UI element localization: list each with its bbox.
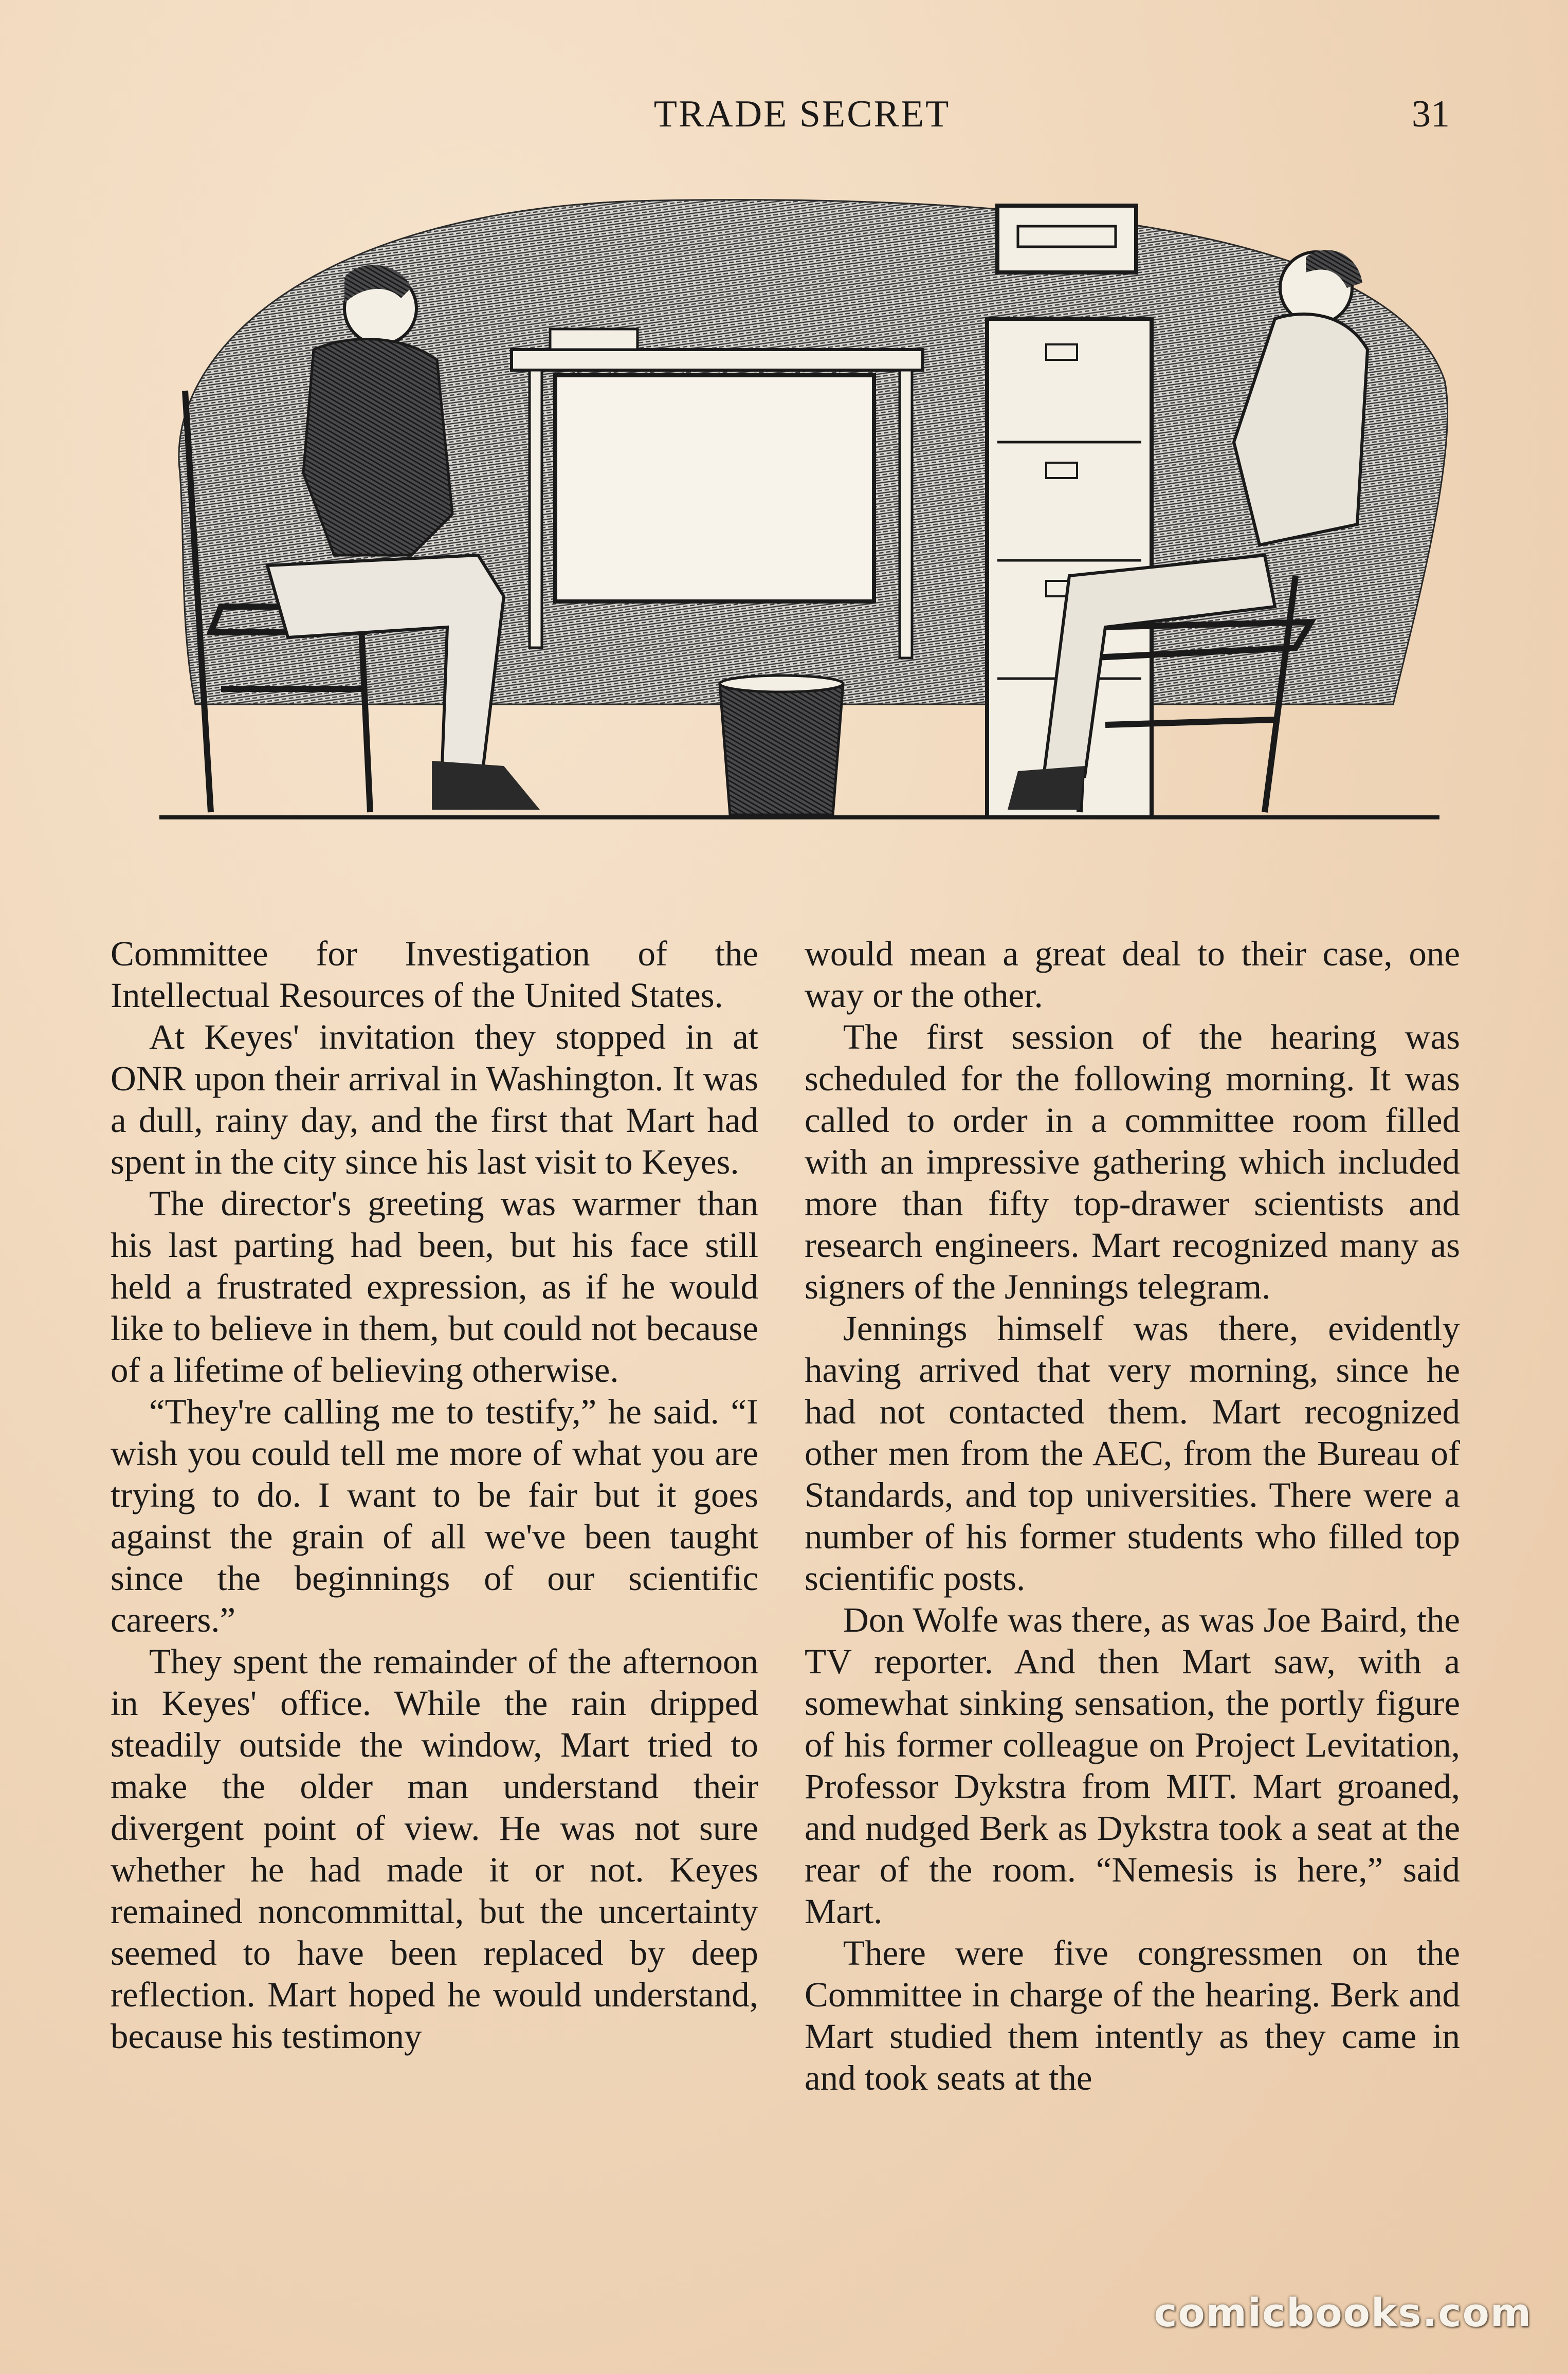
running-title: TRADE SECRET [653,93,951,135]
paragraph: They spent the remainder of the afternoon in Keyes' office. While the rain dripped steadily outside the window, Mart tried to make the older man understand their divergent point of view. He was not sure whether he had made it or not. Keyes remained noncommittal, but the uncertainty seemed to have been replaced by deep reflection. Mart hoped he would understand, because his testimony [111,1642,758,2056]
paragraph: “They're calling me to testify,” he said. “I wish you could tell me more of what you are trying to do. I want to be fair but it goes against the grain of all we've been taught since the beginnings of our scientific careers.” [111,1392,758,1639]
paragraph: Don Wolfe was there, as was Joe Baird, the TV reporter. And then Mart saw, with a somewhat sinking sensation, the portly figure of his former colleague on Project Levitation, Professor Dykstra from MIT. Mart groaned, and nudged Berk as Dykstra took a seat at the rear of the room. “Nemesis is here,” said Mart. [805,1600,1460,1931]
text-column-left [111,933,758,2057]
page-number: 31 [1412,93,1450,135]
site-watermark: comicbooks.com [1154,2290,1532,2335]
paragraph: Committee for Investigation of the Intellectual Resources of the United States. [111,934,758,1015]
paragraph: The first session of the hearing was scheduled for the following morning. It was called to order in a committee room filled with an impressive gathering which included more than fifty top-drawer scientists and research engineers. Mart recognized many as signers of the Jennings telegram. [805,1017,1460,1306]
text-column-right [805,933,1460,2099]
paragraph: Jennings himself was there, evidently having arrived that very morning, since he had not contacted them. Mart recognized other men from the AEC, from the Bureau of Standards, and top universities. There were a number of his former students who filled top scientific posts. [805,1309,1460,1598]
paragraph: The director's greeting was warmer than his last parting had been, but his face still held a frustrated expression, as if he would like to believe in them, but could not because of a lifetime of believing otherwise. [111,1184,758,1390]
illustration-two-men-seated-office [144,185,1450,828]
paragraph: would mean a great deal to their case, one way or the other. [805,934,1460,1015]
paragraph: There were five congressmen on the Committee in charge of the hearing. Berk and Mart studied them intently as they came in and took seats at the [805,1933,1460,2097]
paragraph: At Keyes' invitation they stopped in at ONR upon their arrival in Washington. It was a dull, rainy day, and the first that Mart had spent in the city since his last visit to Keyes. [111,1017,758,1181]
